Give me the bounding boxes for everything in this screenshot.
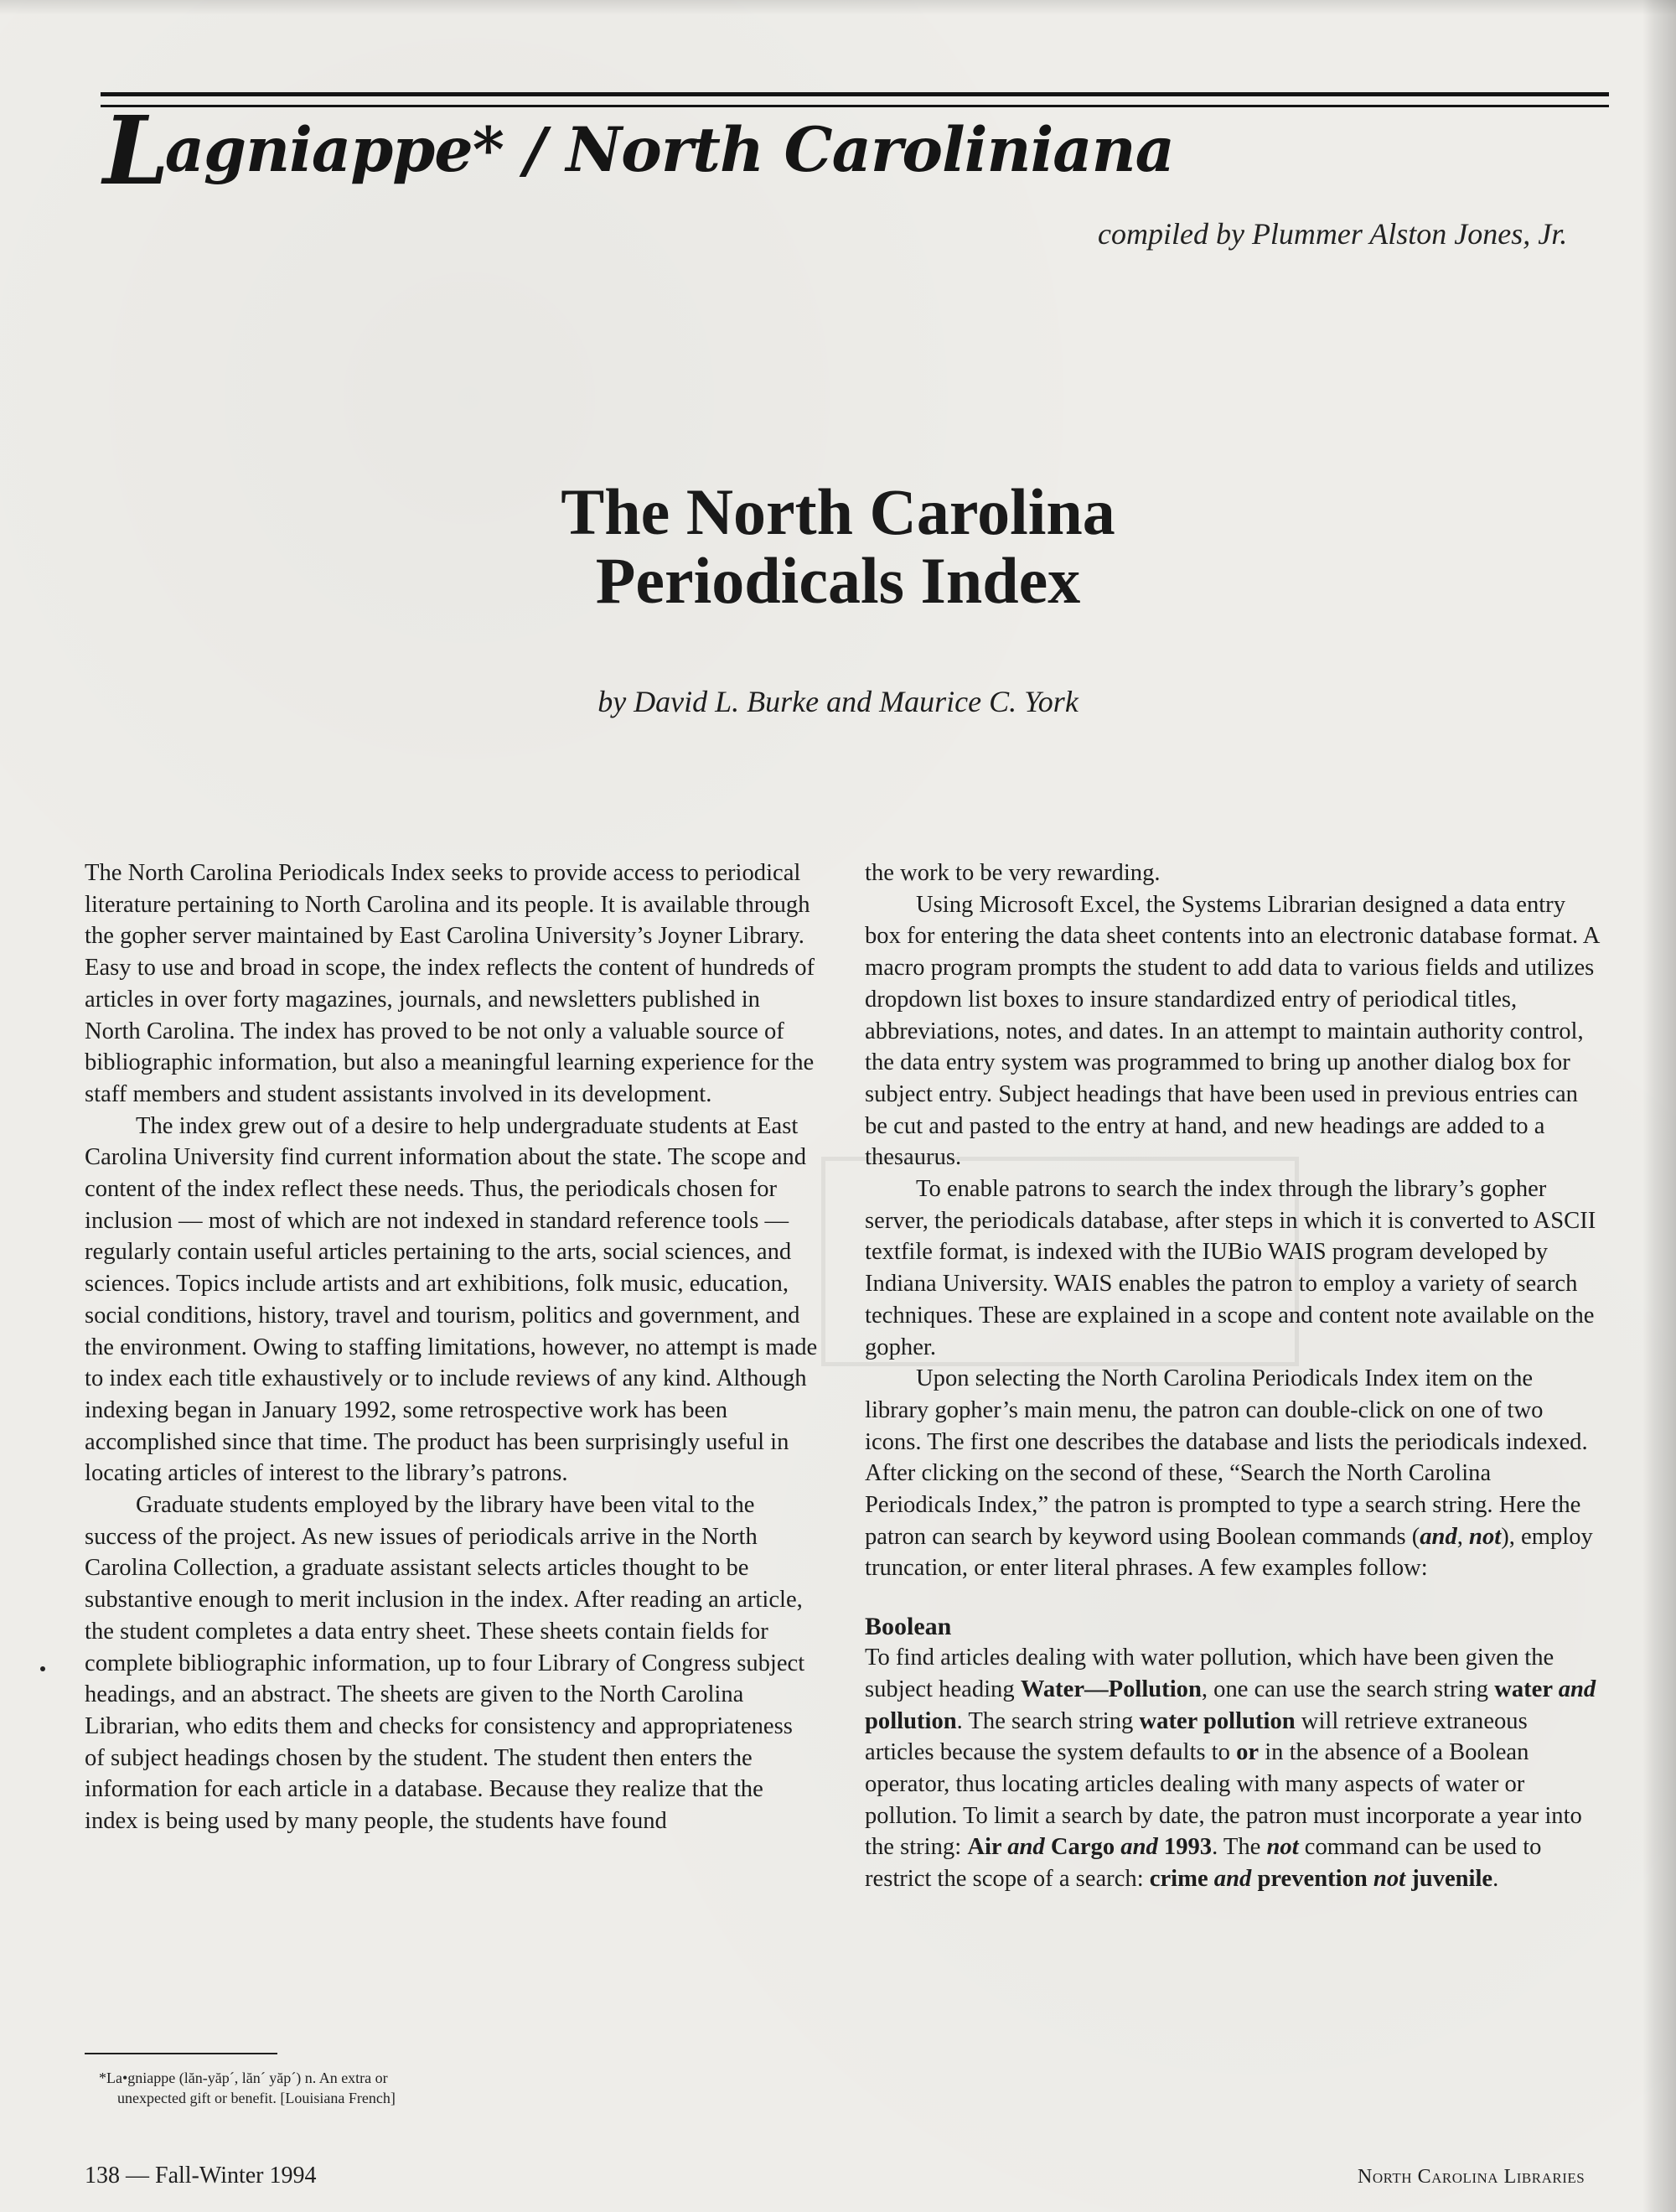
left-paragraph-3: Graduate students employed by the library have been vital to the success of the project. As new issues of periodicals arrive in the North Carolina Collection, a graduate assistant selects articles thought to be substantive enough to merit inclusion in the index. After reading an article, the student completes a data entry sheet. These sheets contain fields for complete bibliographic information, up to four Library of Congress subject headings, and an abstract. The sheets are given to the North Carolina Librarian, who edits them and checks for consistency and appropriateness of subject headings chosen by the student. The student then enters the information for each article in a database. Because they realize that the index is being used by many people, the students have found [85, 1492, 805, 1835]
p5-f: pollution [865, 1707, 957, 1734]
right-paragraph-1: the work to be very rewarding. [865, 860, 1161, 886]
p5-n: Cargo [1044, 1834, 1121, 1861]
p5-u: and [1213, 1866, 1252, 1893]
p5-m: and [1007, 1834, 1045, 1861]
print-speck [40, 1666, 45, 1671]
section-title-rest: agniappe* / North Caroliniana [164, 114, 1174, 186]
p5-b: Water—Pollution [1020, 1676, 1202, 1702]
p4-comma: , [1456, 1523, 1470, 1550]
left-paragraph-2: The index grew out of a desire to help undergraduate students at East Carolina University find current information about the state. The scope and content of the index reflect these needs. Thus, the periodicals chosen for inclusion — most of which are not indexed in standard reference tools — regularly contain useful articles pertaining to the arts, social sciences, and sciences. Topics include artists and art exhibitions, folk music, education, social conditions, history, travel and tourism, politics and government, and the environment. Owing to staffing limitations, however, no attempt is made to index each title exhaustively or to include reviews of any kind. Although indexing began in January 1992, some retrospective work has been accomplished since that time. The product has been surprisingly useful in locating articles of interest to the library’s patrons. [85, 1112, 818, 1487]
p5-v: prevention [1251, 1866, 1373, 1893]
p5-k: in the absence of a Boolean operator, thus locating articles dealing with many aspects of water or pollution. To limit a search by date, the patron must incorporate a year into the string: [865, 1739, 1582, 1861]
right-paragraph-3: To enable patrons to search the index through the library’s gopher server, the periodicals database, after steps in which it is converted to ASCII textfile format, is indexed with the IUBio WAIS program developed by Indiana University. WAIS enables the patron to employ a variety of search techniques. These are explained in a scope and content note available on the gopher. [865, 1176, 1596, 1360]
page-footer-left: 138 — Fall-Winter 1994 [85, 2163, 317, 2189]
right-paragraph-2: Using Microsoft Excel, the Systems Librarian designed a data entry box for entering the data sheet contents into an electronic database format. A macro program prompts the student to add data to various fields and utilizes dropdown list boxes to insure standardized entry of periodical titles, abbreviations, notes, and dates. In an attempt to maintain authority control, the data entry system was programmed to bring up another dialog box for subject entry. Subject headings that have been used in previous entries can be cut and pasted to the entry at hand, and new headings are added to a thesaurus. [865, 891, 1599, 1171]
p5-q: . The [1212, 1834, 1267, 1861]
left-column [85, 857, 818, 1837]
p5-x: juvenile [1405, 1866, 1493, 1893]
compiled-by: compiled by Plummer Alston Jones, Jr. [1098, 217, 1568, 251]
p5-g: . The search string [956, 1707, 1140, 1734]
scan-top-shadow [0, 0, 1676, 15]
p5-d: water [1494, 1676, 1559, 1702]
p5-i: will retrieve extraneous articles because the system defaults to [865, 1707, 1528, 1766]
p5-l: Air [967, 1834, 1008, 1861]
footnote-line-1: *La•gniappe (lăn-yăp´, lăn´ yăp´) n. An extra or [99, 2070, 388, 2086]
page-footer-right: North Carolina Libraries [1358, 2166, 1585, 2188]
p5-c: , one can use the search string [1201, 1676, 1495, 1702]
right-paragraph-4 [865, 1363, 1602, 1584]
p4-and-term: and [1420, 1523, 1457, 1550]
left-paragraph-1: The North Carolina Periodicals Index seeks to provide access to periodical literature pertaining to North Carolina and its people. It is available through the gopher server maintained by East Carolina University’s Joyner Library. Easy to use and broad in scope, the index reflects the content of hundreds of articles in over forty magazines, journals, and newsletters published in North Carolina. The index has proved to be not only a valuable source of bibliographic information, but also a meaningful learning experience for the staff members and student assistants involved in its development. [85, 860, 815, 1107]
article-title [0, 475, 1676, 617]
boolean-paragraph [865, 1642, 1602, 1895]
header-rule-top [101, 92, 1609, 96]
p5-a: To find articles dealing with water pollution, which have been given the subject heading [865, 1645, 1554, 1702]
p4-text-start: Upon selecting the North Carolina Periodicals Index item on the library gopher’s main menu, the patron can double-click on one of two icons. The first one describes the database and lists the periodicals indexed. After clicking on the second of these, “Search the North Carolina Periodicals Index,” the patron is prompted to type a search string. Here the patron can search by keyword using Boolean commands ( [865, 1365, 1588, 1550]
p5-o: and [1120, 1834, 1158, 1861]
article-title-line-2: Periodicals Index [595, 543, 1081, 617]
p4-text-end: ), employ truncation, or enter literal phrases. A few examples follow: [865, 1523, 1593, 1582]
p5-w: not [1373, 1866, 1406, 1893]
footnote-rule [85, 2053, 277, 2054]
scan-right-edge [1642, 0, 1676, 2212]
p5-p: 1993 [1157, 1834, 1213, 1861]
p5-j: or [1236, 1739, 1260, 1766]
p5-r: not [1266, 1834, 1299, 1861]
p5-y: . [1492, 1866, 1499, 1893]
p5-s: command can be used to restrict the scope of a search: [865, 1834, 1542, 1893]
section-title-initial: L [103, 96, 168, 206]
byline: by David L. Burke and Maurice C. York [597, 685, 1079, 718]
p5-h: water pollution [1139, 1707, 1296, 1734]
section-title [103, 96, 1174, 206]
footnote [99, 2068, 518, 2108]
p5-t: crime [1149, 1866, 1214, 1893]
p4-not-term: not [1469, 1523, 1502, 1550]
article-title-line-1: The North Carolina [561, 475, 1115, 548]
boolean-heading: Boolean [865, 1613, 952, 1641]
p5-e: and [1558, 1676, 1596, 1702]
right-column [865, 857, 1602, 1895]
footnote-line-2: unexpected gift or benefit. [Louisiana French] [117, 2090, 396, 2106]
